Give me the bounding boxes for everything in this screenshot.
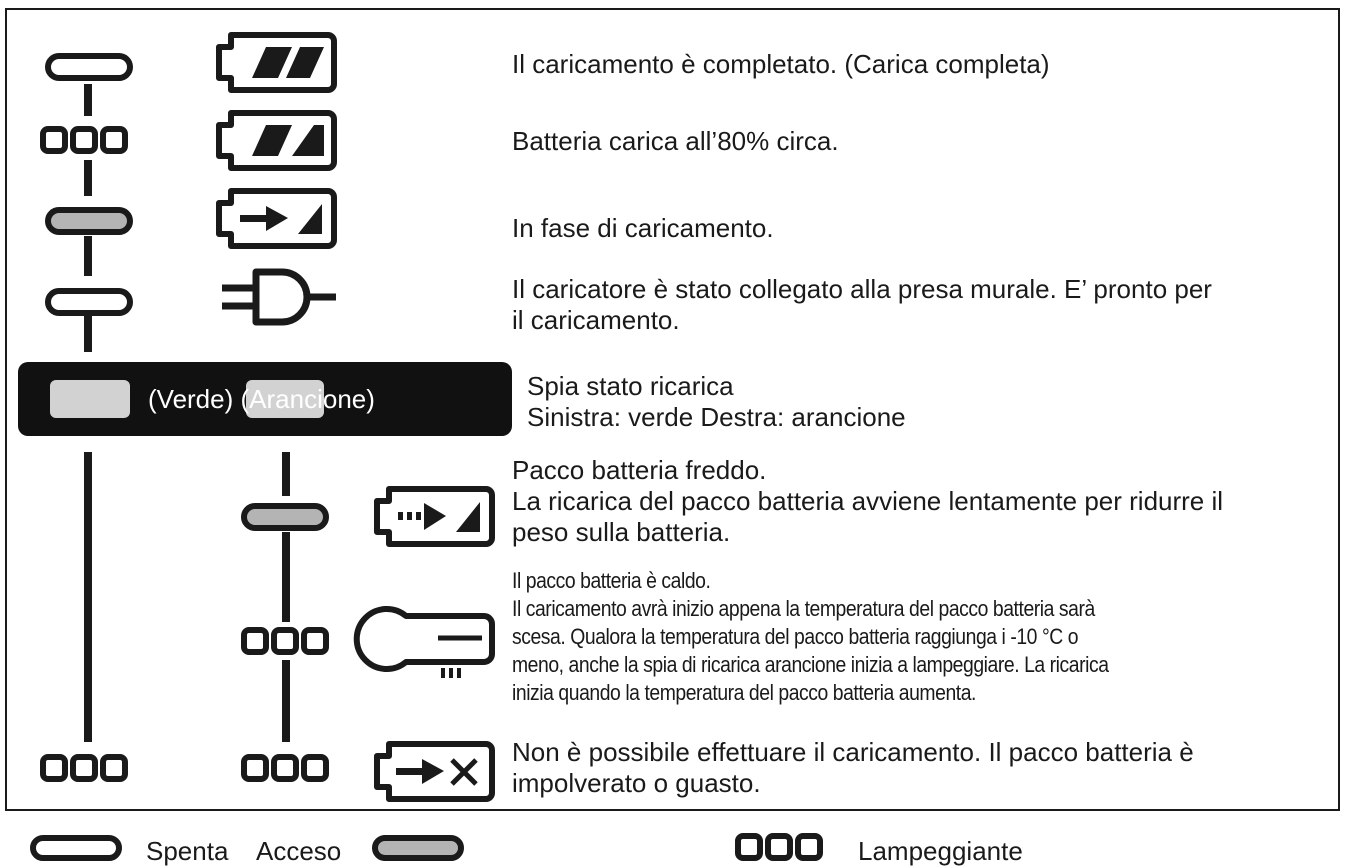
legend-on-label: Acceso <box>256 836 342 866</box>
indicator-subtitle: Sinistra: verde Destra: arancione <box>527 402 906 432</box>
thermometer-icon <box>357 609 492 678</box>
led-off-icon <box>48 56 130 78</box>
legend-blinking-label: Lampeggiante <box>858 836 1023 866</box>
legend-off-icon <box>33 838 119 858</box>
led-off-icon <box>48 291 130 313</box>
status-description: Il caricatore è stato collegato alla presa murale. E’ pronto per il caricamento. <box>512 274 1212 335</box>
status-description: Il pacco batteria è caldo. Il caricamento avrà inizio appena la temperatura del pacco batteria sarà scesa. Qualora la temperatura del pacco batteria raggiunga i -10 °C o meno, anche la spia di ricarica arancione inizia a lampeggiare. La ricarica inizia quando la temperatura del pacco batteria aumenta. <box>512 568 1109 705</box>
status-description: Batteria carica all’80% circa. <box>512 126 839 156</box>
indicator-banner <box>18 362 512 436</box>
led-on-icon <box>244 506 326 528</box>
plug-icon <box>222 272 336 322</box>
battery-slow-charge-icon <box>377 489 492 544</box>
status-description: Pacco batteria freddo. La ricarica del pacco batteria avviene lentamente per ridurre il peso sulla batteria. <box>512 455 1224 547</box>
status-description: In fase di caricamento. <box>512 213 774 243</box>
legend-blinking-icon <box>738 836 820 858</box>
battery-error-icon <box>377 744 492 799</box>
battery-charging-icon <box>219 191 334 246</box>
indicator-legend-text <box>527 371 906 433</box>
green-led-swatch <box>50 380 130 418</box>
led-blinking-icon <box>244 630 326 652</box>
led-on-icon <box>48 210 130 232</box>
green-led-label: (Verde) <box>148 384 234 414</box>
status-description: Non è possibile effettuare il caricamento. Il pacco batteria è impolverato o guasto. <box>512 737 1194 798</box>
status-description: Il caricamento è completato. (Carica completa) <box>512 49 1050 79</box>
led-blinking-icon <box>244 757 326 779</box>
legend-off-label: Spenta <box>146 836 229 866</box>
battery-full-icon <box>219 35 334 90</box>
led-blinking-icon <box>43 129 125 151</box>
battery-80-percent-icon <box>219 113 334 168</box>
legend-on-icon <box>375 838 461 858</box>
banner-led-labels <box>148 382 375 416</box>
led-blinking-icon <box>43 757 125 779</box>
orange-led-label: (Arancione) <box>240 384 375 414</box>
indicator-title: Spia stato ricarica <box>527 371 734 401</box>
